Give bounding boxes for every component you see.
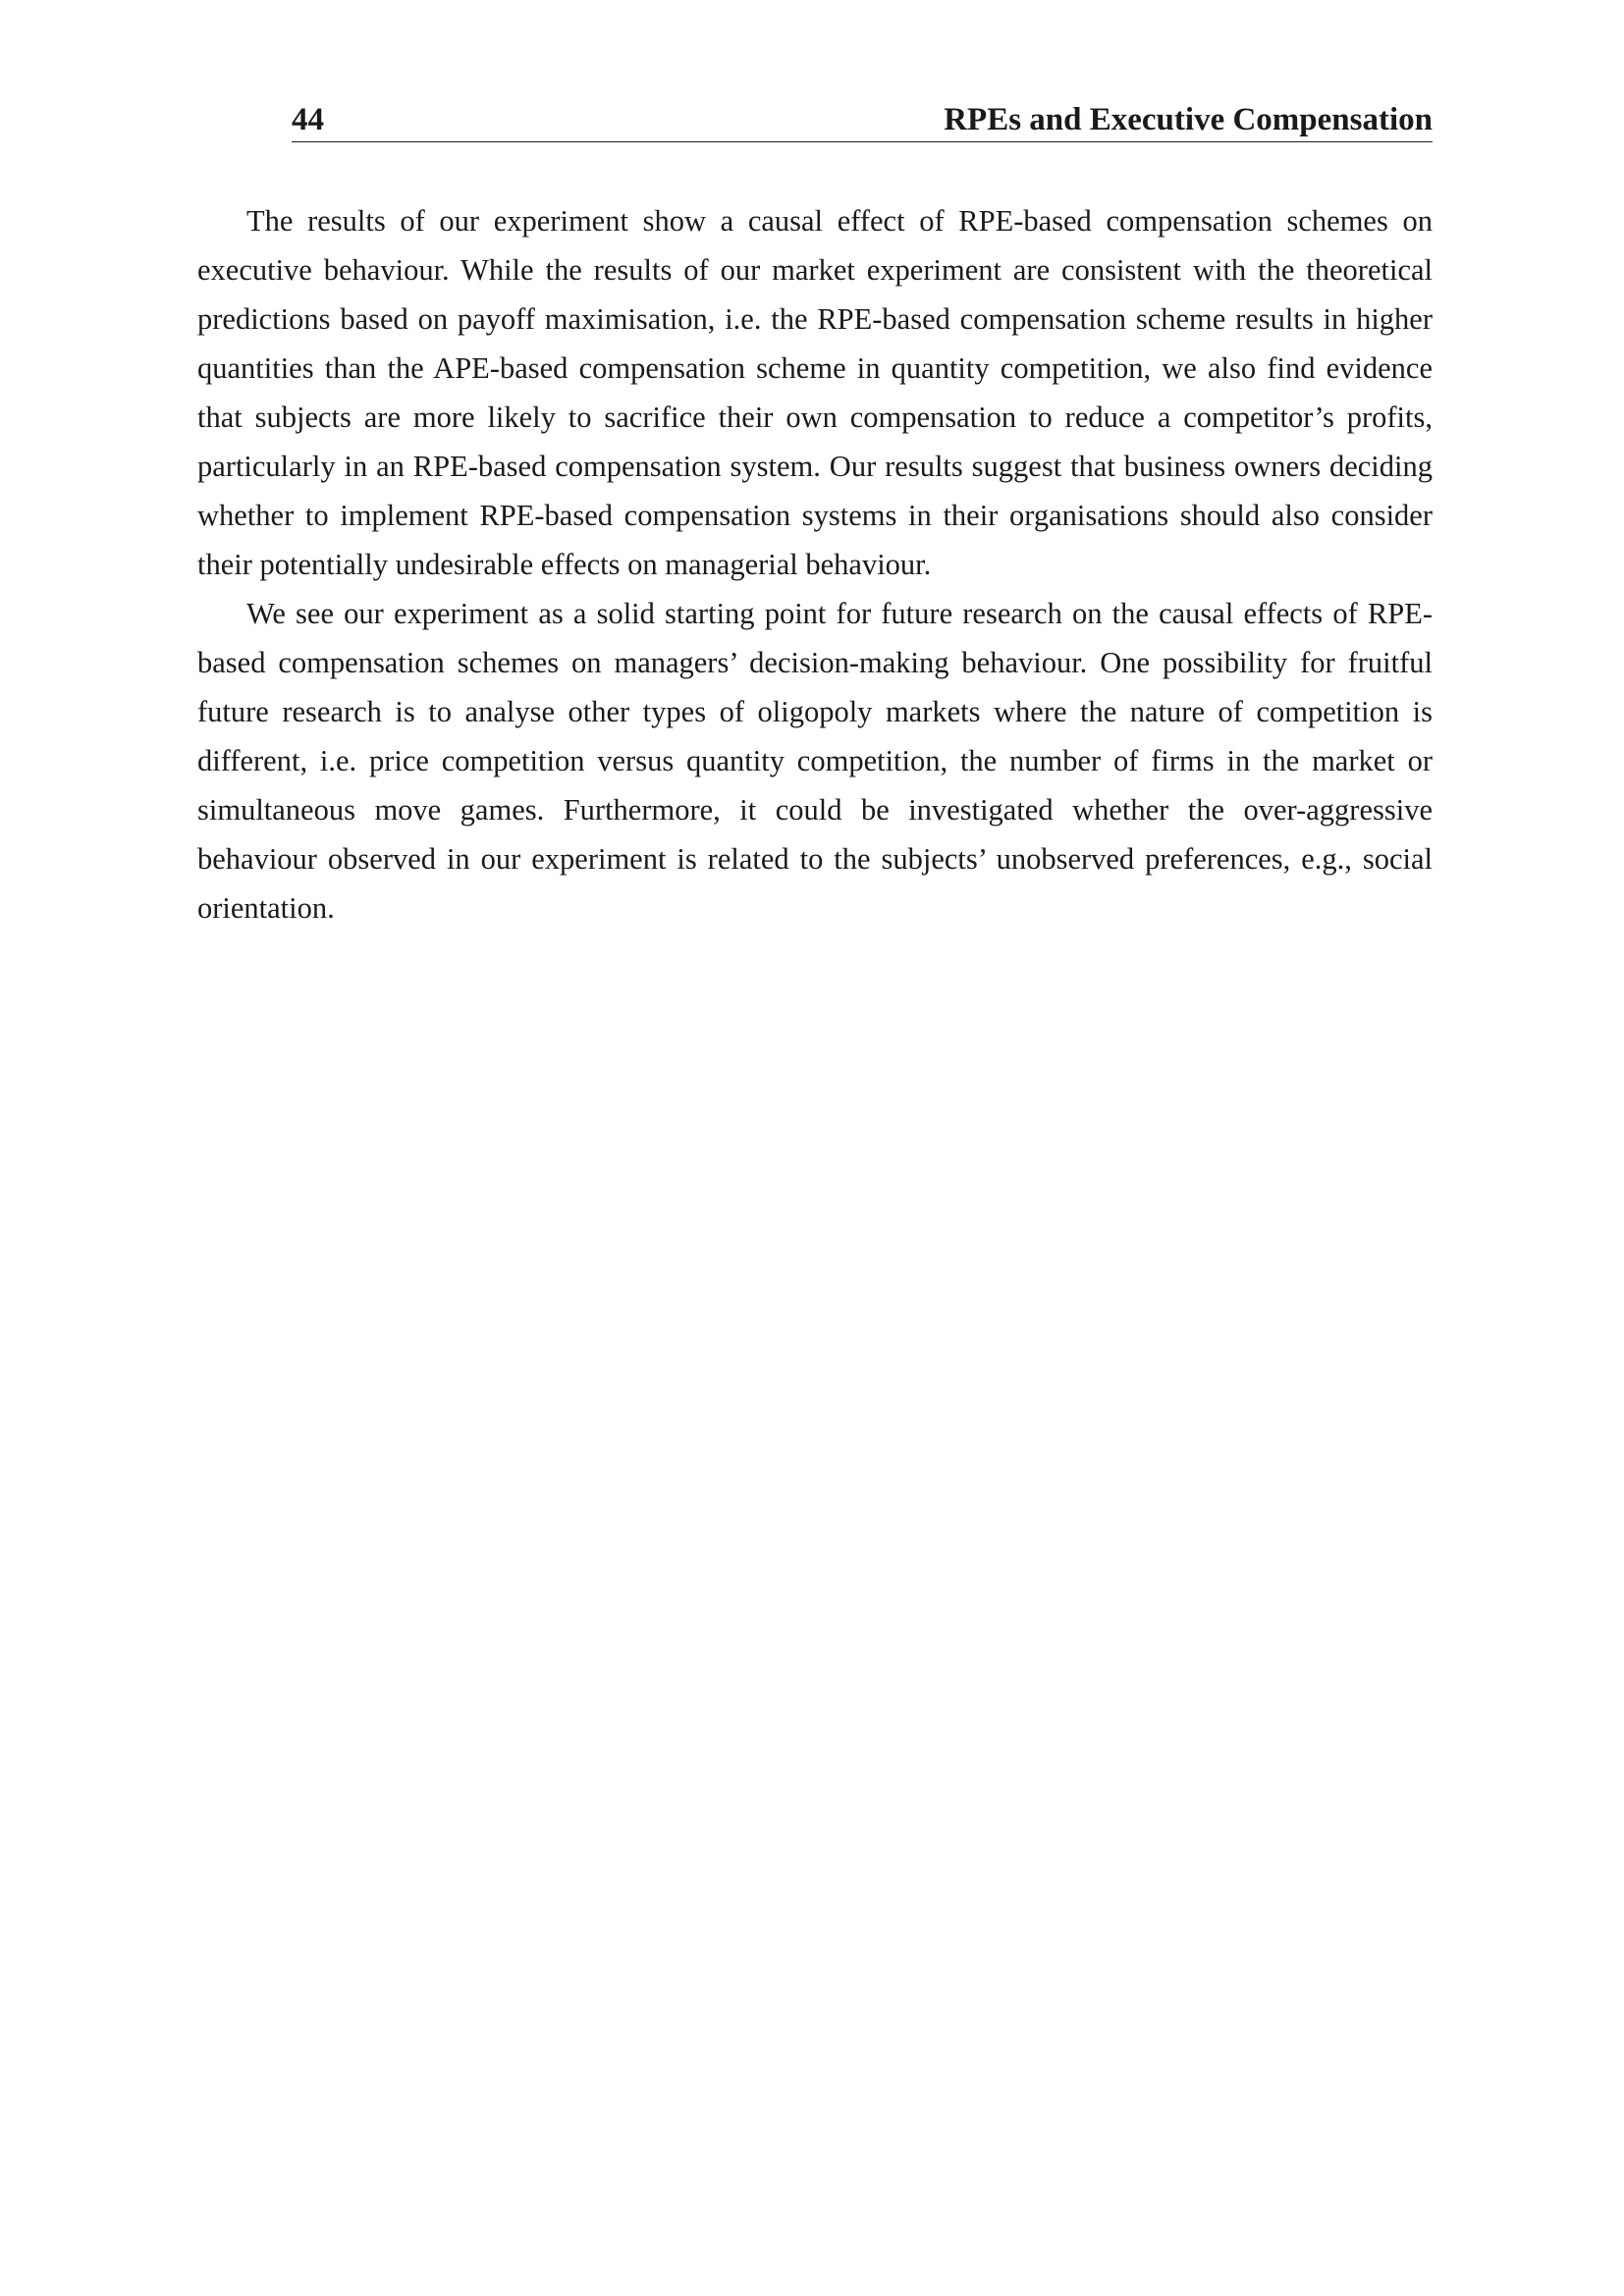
paragraph-future-research: We see our experiment as a solid starting point for future research on the causal effects of RPE-based compensation schemes on managers’ decision-making behaviour. One possibility for fruitful future research is to analyse other types of oligopoly markets where the nature of competition is different, i.e. price competition versus quantity competition, the number of firms in the market or simultaneous move games. Furthermore, it could be investigated whether the over-aggressive behaviour observed in our experiment is related to the subjects’ unobserved preferences, e.g., social orientation.: [197, 597, 1433, 925]
running-header-title: RPEs and Executive Compensation: [944, 102, 1433, 137]
page-number: 44: [292, 102, 324, 137]
body-text: [197, 196, 1433, 933]
paragraph-conclusion-results: The results of our experiment show a causal effect of RPE-based compensation schemes on executive behaviour. While the results of our market experiment are consistent with the theoretical predictions based on payoff maximisation, i.e. the RPE-based compensation scheme results in higher quantities than the APE-based compensation scheme in quantity competition, we also find evidence that subjects are more likely to sacrifice their own compensation to reduce a competitor’s profits, particularly in an RPE-based compensation system. Our results suggest that business owners deciding whether to implement RPE-based compensation systems in their organisations should also consider their potentially undesirable effects on managerial behaviour.: [197, 204, 1433, 581]
running-header: [292, 98, 1433, 142]
